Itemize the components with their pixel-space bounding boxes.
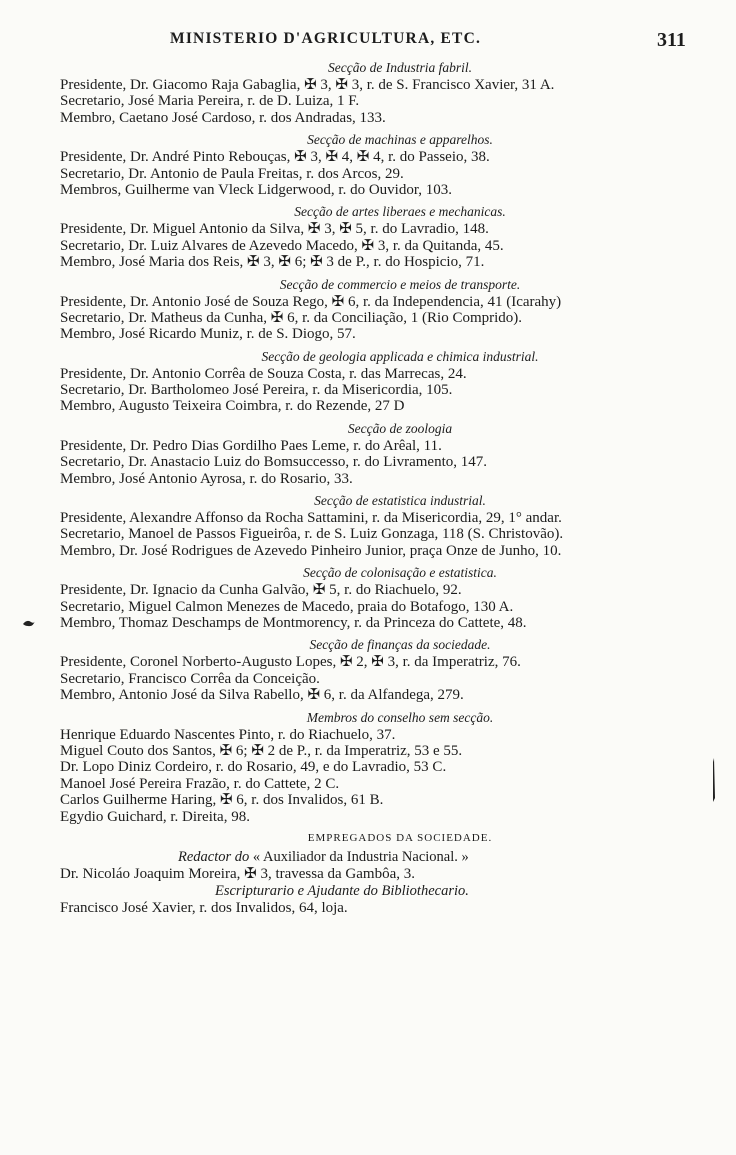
section-title: Secção de artes liberaes e mechanicas.: [294, 204, 506, 220]
entry-line: Presidente, Dr. Miguel Antonio da Silva, ✠ 3, ✠ 5, r. do Lavradio, 148.: [60, 221, 489, 238]
entry-line: Secretario, Manoel de Passos Figueirôa, r. de S. Luiz Gonzaga, 118 (S. Christovão).: [60, 526, 564, 543]
margin-mark-right: [710, 758, 718, 802]
entry-line: Presidente, Dr. Giacomo Raja Gabaglia, ✠ 3, ✠ 3, r. de S. Francisco Xavier, 31 A.: [60, 77, 555, 93]
employees-heading: EMPREGADOS DA SOCIEDADE.: [307, 831, 493, 844]
entry-line: Membros, Guilherme van Vleck Lidgerwood, r. do Ouvidor, 103.: [60, 181, 452, 198]
margin-mark-left: [22, 618, 36, 628]
entry-line: Manoel José Pereira Frazão, r. do Cattete, 2 C.: [60, 775, 340, 792]
entry-line: Egydio Guichard, r. Direita, 98.: [60, 808, 250, 825]
section-title: Secção de Industria fabril.: [328, 60, 472, 75]
entry-line: Dr. Nicoláo Joaquim Moreira, ✠ 3, travessa da Gambôa, 3.: [60, 865, 415, 882]
section-title: Secção de machinas e apparelhos.: [307, 132, 493, 148]
entry-line: Secretario, Dr. Bartholomeo José Pereira, r. da Misericordia, 105.: [60, 382, 453, 399]
redactor-title: [60, 848, 710, 866]
entry-line: Membro, Thomaz Deschamps de Montmorency, r. da Princeza do Cattete, 48.: [60, 614, 527, 631]
entry-line: Membro, Dr. José Rodrigues de Azevedo Pinheiro Junior, praça Onze de Junho, 10.: [60, 542, 562, 559]
entry-line: Carlos Guilherme Haring, ✠ 6, r. dos Invalidos, 61 B.: [60, 792, 384, 809]
entry-line: Secretario, José Maria Pereira, r. de D. Luiza, 1 F.: [60, 93, 360, 110]
entry-line: Membro, José Ricardo Muniz, r. de S. Diogo, 57.: [60, 326, 356, 343]
entry-line: Presidente, Dr. Ignacio da Cunha Galvão, ✠ 5, r. do Riachuelo, 92.: [60, 582, 462, 599]
section-title: Membros do conselho sem secção.: [306, 709, 494, 725]
entry-line: Membro, Antonio José da Silva Rabello, ✠ 6, r. da Alfandega, 279.: [60, 687, 464, 704]
entry-line: Presidente, Alexandre Affonso da Rocha Sattamini, r. da Misericordia, 29, 1° andar.: [60, 510, 562, 527]
page-number: 311: [657, 29, 686, 51]
entry-line: Francisco José Xavier, r. dos Invalidos, 64, loja.: [60, 900, 348, 917]
entry-line: Presidente, Dr. Antonio José de Souza Rego, ✠ 6, r. da Independencia, 41 (Icarahy): [60, 293, 562, 310]
entry-line: Membro, Augusto Teixeira Coimbra, r. do Rezende, 27 D: [60, 398, 405, 415]
section-title: Secção de geologia applicada e chimica industrial.: [261, 348, 539, 364]
entry-line: Secretario, Dr. Antonio de Paula Freitas, r. dos Arcos, 29.: [60, 165, 404, 182]
escripturario-title: Escripturario e Ajudante do Bibliothecario.: [215, 883, 469, 900]
section-title: Secção de colonisação e estatistica.: [303, 565, 497, 581]
section-title: Secção de estatistica industrial.: [314, 493, 486, 509]
entry-line: Miguel Couto dos Santos, ✠ 6; ✠ 2 de P., r. da Imperatriz, 53 e 55.: [60, 742, 463, 759]
entry-line: Presidente, Dr. Pedro Dias Gordilho Paes Leme, r. do Arêal, 11.: [60, 437, 442, 454]
section-title: Secção de commercio e meios de transporte.: [279, 276, 521, 292]
entry-line: Membro, José Antonio Ayrosa, r. do Rosario, 33.: [60, 470, 353, 487]
entry-line: Presidente, Dr. André Pinto Rebouças, ✠ 3, ✠ 4, ✠ 4, r. do Passeio, 38.: [60, 149, 490, 166]
running-title: MINISTERIO D'AGRICULTURA, ETC.: [170, 30, 482, 47]
entry-line: Membro, Caetano José Cardoso, r. dos Andradas, 133.: [60, 109, 386, 126]
redactor-publication: « Auxiliador da Industria Nacional. »: [252, 848, 469, 865]
entry-line: Secretario, Francisco Corrêa da Conceição.: [60, 670, 320, 687]
section-title: Secção de finanças da sociedade.: [309, 637, 491, 653]
section-title: Secção de zoologia: [347, 420, 453, 436]
entry-line: Secretario, Miguel Calmon Menezes de Macedo, praia do Botafogo, 130 A.: [60, 598, 514, 615]
page-header: [0, 30, 736, 52]
entry-line: Membro, José Maria dos Reis, ✠ 3, ✠ 6; ✠ 3 de P., r. do Hospicio, 71.: [60, 254, 485, 271]
document-body: [60, 58, 710, 917]
redactor-label: Redactor do: [178, 848, 250, 865]
entry-line: Secretario, Dr. Anastacio Luiz do Bomsuccesso, r. do Livramento, 147.: [60, 454, 487, 471]
entry-line: Secretario, Dr. Luiz Alvares de Azevedo Macedo, ✠ 3, r. da Quitanda, 45.: [60, 237, 504, 254]
entry-line: Dr. Lopo Diniz Cordeiro, r. do Rosario, 49, e do Lavradio, 53 C.: [60, 759, 447, 776]
entry-line: Henrique Eduardo Nascentes Pinto, r. do Riachuelo, 37.: [60, 726, 396, 743]
entry-line: Presidente, Coronel Norberto-Augusto Lopes, ✠ 2, ✠ 3, r. da Imperatriz, 76.: [60, 654, 521, 671]
entry-line: Secretario, Dr. Matheus da Cunha, ✠ 6, r. da Conciliação, 1 (Rio Comprido).: [60, 309, 523, 326]
entry-line: Presidente, Dr. Antonio Corrêa de Souza Costa, r. das Marrecas, 24.: [60, 365, 467, 382]
